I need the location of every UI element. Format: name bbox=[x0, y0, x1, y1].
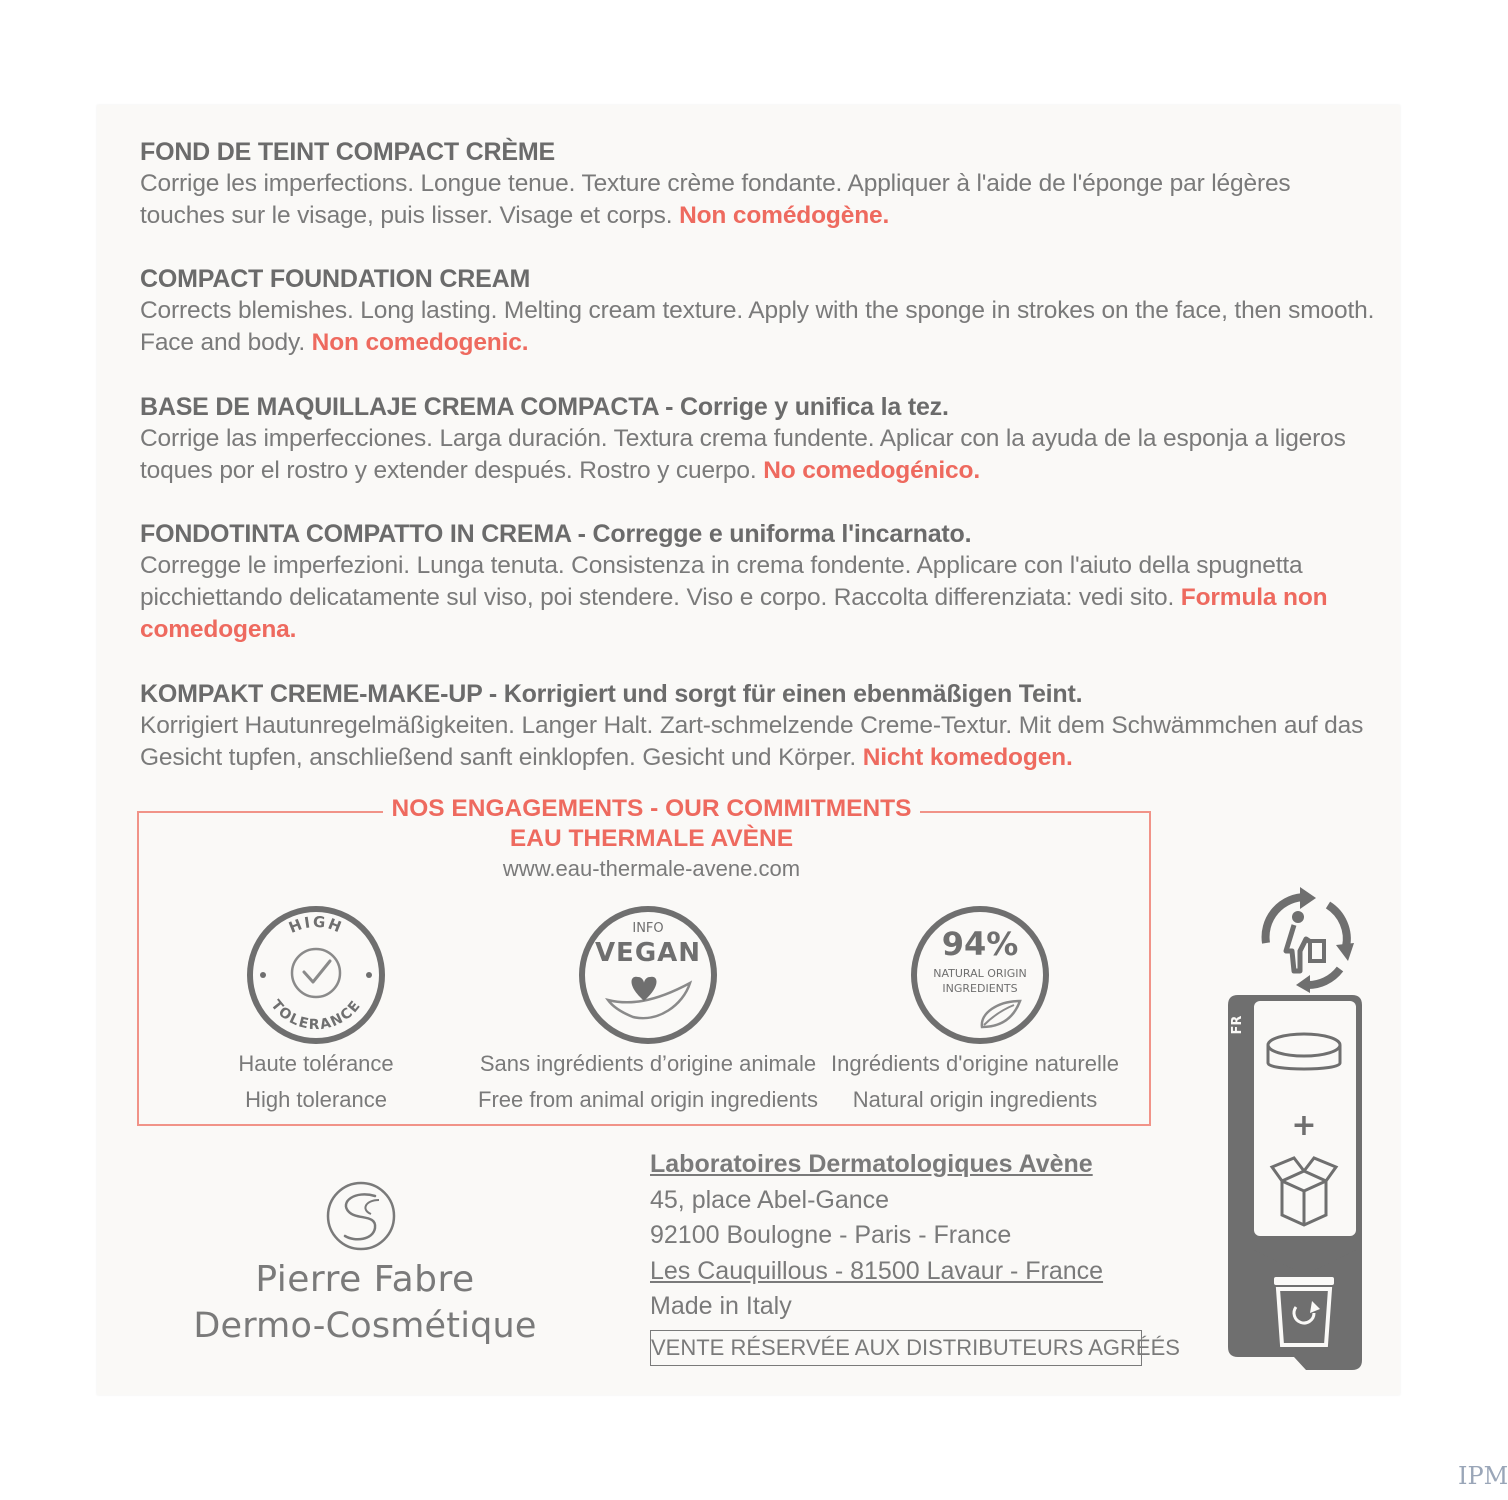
highlight-text: No comedogénico. bbox=[763, 457, 980, 484]
highlight-text: Formula non comedogena. bbox=[140, 584, 1328, 643]
svg-text:NATURAL ORIGIN: NATURAL ORIGIN bbox=[933, 967, 1027, 980]
section-body: Corregge le imperfezioni. Lunga tenuta. Consistenza in crema fondente. Applicare con l'aiuto della spugnetta picchiettando delicatamente sul viso, poi stendere. Viso e corpo. Raccolta differenziata: vedi sito. Formula non comedogena. bbox=[140, 552, 1328, 643]
section-title: COMPACT FOUNDATION CREAM bbox=[140, 265, 531, 293]
section-it bbox=[140, 518, 1380, 646]
highlight-text: Nicht komedogen. bbox=[862, 744, 1073, 771]
commitments-border bbox=[137, 811, 383, 813]
section-body: Corrige las imperfecciones. Larga duración. Textura crema fundente. Aplicar con la ayuda de la esponja a ligeros toques por el rostro y extender después. Rostro y cuerpo. No comedogénico. bbox=[140, 425, 1346, 484]
address-line: 45, place Abel-Gance bbox=[650, 1185, 890, 1214]
svg-text:TOLERANCE: TOLERANCE bbox=[267, 997, 365, 1034]
section-body: Korrigiert Hautunregelmäßigkeiten. Langer Halt. Zart-schmelzende Creme-Textur. Mit dem Schwämmchen auf das Gesicht tupfen, anschließend sanft einklopfen. Gesicht und Körper. Nicht komedogen. bbox=[140, 712, 1364, 771]
svg-text:+: + bbox=[1291, 1108, 1317, 1143]
brand-website-link[interactable]: www.eau-thermale-avene.com bbox=[502, 856, 801, 881]
section-de bbox=[140, 678, 1380, 774]
company-name: Laboratoires Dermatologiques Avène bbox=[650, 1150, 1093, 1178]
svg-text:VEGAN: VEGAN bbox=[594, 938, 702, 968]
section-title: BASE DE MAQUILLAJE CREMA COMPACTA - Corrige y unifica la tez. bbox=[140, 393, 949, 421]
pierre-fabre-logo-icon bbox=[325, 1180, 397, 1252]
svg-text:INFO: INFO bbox=[632, 921, 664, 936]
watermark: IPM bbox=[1458, 1462, 1508, 1490]
commitments-border bbox=[920, 811, 1151, 813]
triman-sorting-info-icon bbox=[1228, 995, 1362, 1370]
badge-label-fr: Ingrédients d'origine naturelle bbox=[831, 1051, 1119, 1076]
made-in: Made in Italy bbox=[650, 1292, 792, 1320]
section-title: FOND DE TEINT COMPACT CRÈME bbox=[140, 138, 555, 166]
restricted-sale-notice: VENTE RÉSERVÉE AUX DISTRIBUTEURS AGRÉÉS bbox=[650, 1330, 1142, 1366]
svg-text:HIGH: HIGH bbox=[286, 912, 346, 937]
recycling-person-icon bbox=[1250, 885, 1362, 990]
section-fr bbox=[140, 136, 1380, 232]
badge-label-fr: Sans ingrédients d’origine animale bbox=[479, 1051, 817, 1076]
section-title: KOMPAKT CREME-MAKE-UP - Korrigiert und sorgt für einen ebenmäßigen Teint. bbox=[140, 680, 1083, 708]
natural-origin-icon bbox=[910, 905, 1050, 1045]
brand-division: Dermo-Cosmétique bbox=[193, 1306, 537, 1346]
badge-label-en: Free from animal origin ingredients bbox=[478, 1087, 818, 1112]
badge-label-fr: Haute tolérance bbox=[238, 1051, 394, 1076]
highlight-text: Non comedogenic. bbox=[311, 329, 529, 356]
address-line: Les Cauquillous - 81500 Lavaur - France bbox=[650, 1256, 1104, 1285]
section-body: Corrects blemishes. Long lasting. Melting cream texture. Apply with the sponge in strokes on the face, then smooth. Face and body. Non comedogenic. bbox=[140, 297, 1375, 356]
svg-text:FR: FR bbox=[1230, 1015, 1245, 1035]
brand-name: Pierre Fabre bbox=[255, 1259, 475, 1300]
svg-text:94%: 94% bbox=[941, 925, 1019, 963]
badge-label-en: Natural origin ingredients bbox=[852, 1087, 1098, 1112]
company-address bbox=[650, 1147, 1103, 1325]
section-title: FONDOTINTA COMPATTO IN CREMA - Corregge e uniforma l'incarnato. bbox=[140, 520, 972, 548]
svg-text:INGREDIENTS: INGREDIENTS bbox=[942, 982, 1018, 995]
commitments-title: NOS ENGAGEMENTS - OUR COMMITMENTS bbox=[391, 795, 912, 822]
highlight-text: Non comédogène. bbox=[679, 202, 890, 229]
address-line: 92100 Boulogne - Paris - France bbox=[650, 1221, 1012, 1249]
high-tolerance-icon bbox=[246, 905, 386, 1045]
commitments-subtitle: EAU THERMALE AVÈNE bbox=[509, 825, 794, 852]
badge-label-en: High tolerance bbox=[245, 1087, 387, 1112]
vegan-icon bbox=[578, 905, 718, 1045]
section-es bbox=[140, 391, 1380, 487]
section-body: Corrige les imperfections. Longue tenue. Texture crème fondante. Appliquer à l'aide de l'éponge par légères touches sur le visage, puis lisser. Visage et corps. Non comédogène. bbox=[140, 170, 1291, 229]
section-en bbox=[140, 263, 1380, 359]
